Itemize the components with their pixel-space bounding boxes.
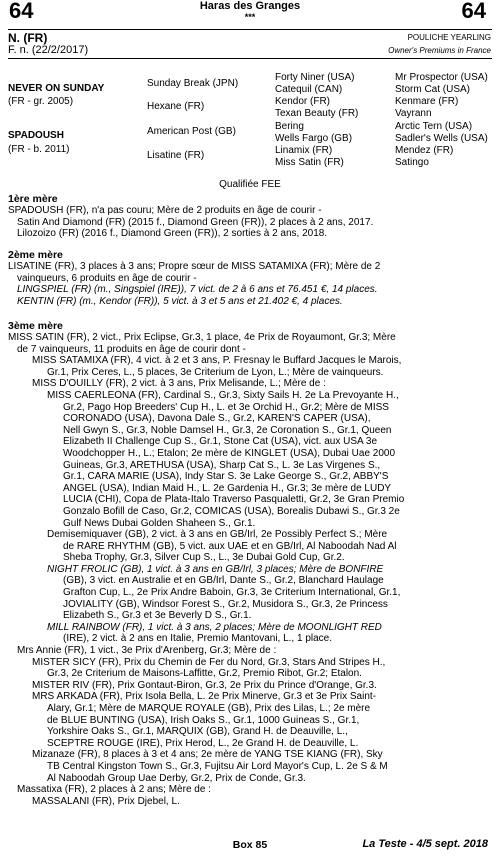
header-rule-bottom: [8, 58, 492, 59]
text-line: LISATINE (FR), 3 places à 3 ans; Propre sœur de MISS SATAMIXA (FR); Mère de 2: [8, 261, 381, 272]
text-line: NIGHT FROLIC (GB), 1 vict. à 3 ans en GB/Irl, 3 places; Mère de BONFIRE: [47, 563, 384, 575]
text-line: JOVIALITY (GB), Windsor Forest S., Gr.2, Musidora S., Gr.3, 2e Princess: [63, 598, 388, 610]
lot-number-right: 64: [461, 0, 486, 23]
pedigree-gen3-1: Forty Niner (USA): [275, 72, 355, 83]
pedigree-gen4-2: Storm Cat (USA): [395, 84, 471, 95]
text-line: SPADOUSH (FR), n'a pas couru; Mère de 2 produits en âge de courir -: [8, 205, 322, 216]
pedigree-gen3-5: Bering: [275, 121, 304, 132]
text-line: MILL RAINBOW (FR), 1 vict. à 3 ans, 2 places; Mère de MOONLIGHT RED: [47, 621, 382, 633]
text-line: Al Naboodah Group Uae Derby, Gr.2, Prix de Conde, Gr.3.: [47, 772, 306, 784]
text-line: MISS D'OUILLY (FR), 2 vict. à 3 ans, Prix Melisande, L.; Mère de :: [32, 378, 326, 390]
text-line: ANGEL (USA), Indian Maid H., L. 2e Gardenia H., Gr.3; 3e mère de LUDY: [63, 482, 392, 494]
second-dam-text: [8, 261, 492, 307]
text-line: Guineas, Gr.3, ARETHUSA (USA), Sharp Cat S., L. 3e Las Virgenes S.,: [63, 459, 381, 471]
text-line: Woodchopper H., L.; Etalon; 2e mère de KINGLET (USA), Dubai Uae 2000: [63, 447, 396, 459]
pedigree-gen2-3: American Post (GB): [147, 126, 236, 137]
pedigree-gen4-5: Arctic Tern (USA): [395, 121, 473, 132]
dam-name: SPADOUSH: [8, 130, 64, 141]
third-dam-text: [8, 332, 492, 807]
pedigree-gen3-8: Miss Satin (FR): [275, 157, 344, 168]
horse-category: POULICHE YEARLING: [407, 33, 491, 42]
text-line: Massatixa (FR), 2 places à 2 ans; Mère de :: [17, 784, 211, 796]
text-line: Elizabeth II Challenge Cup S., Gr.1, Stone Cat (USA), vict. aux USA 3e: [63, 436, 378, 448]
text-line: MISTER RIV (FR), Prix Gontaut-Biron, Gr.3, 2e Prix du Prince d'Orange, Gr.3.: [32, 679, 377, 691]
third-dam-heading: 3ème mère: [8, 320, 63, 332]
pedigree-gen4-4: Vayrann: [395, 108, 432, 119]
pedigree-gen3-4: Texan Beauty (FR): [275, 108, 359, 119]
text-line: Yorkshire Oaks S., Gr.1, MARQUIX (GB), Grand H. de Deauville, L.,: [47, 726, 348, 738]
text-line: LINGSPIEL (FR) (m., Singspiel (IRE)), 7 vict. de 2 à 6 ans et 76.451 €, 14 places.: [17, 284, 378, 296]
text-line: Gr.3, 2e Criterium de Maisons-Laffitte, Gr.2, Premio Ribot, Gr.2; Etalon.: [47, 668, 362, 680]
first-dam-heading: 1ère mère: [8, 193, 58, 205]
text-line: Sheba Trophy, Gr.3, Silver Cup S., L., 3e Dubai Gold Cup, Gr.2.: [63, 552, 345, 564]
text-line: Satin And Diamond (FR) (2015 f., Diamond Green (FR)), 2 places à 2 ans, 2017.: [17, 216, 374, 228]
text-line: MASSALANI (FR), Prix Djebel, L.: [32, 795, 180, 807]
pedigree-gen2-2: Hexane (FR): [147, 101, 205, 112]
text-line: SCEPTRE ROUGE (IRE), Prix Herod, L., 2e Grand H. de Deauville, L.: [47, 737, 359, 749]
text-line: Demisemiquaver (GB), 2 vict. à 3 ans en GB/Irl, 2e Possibly Perfect S.; Mère: [47, 529, 388, 541]
qualification-note: Qualifiée FEE: [219, 179, 281, 190]
lot-number-left: 64: [9, 0, 34, 23]
text-line: Grafton Cup, L., 2e Prix Andre Baboin, Gr.3, 3e Criterium International, Gr.1,: [63, 587, 401, 599]
consignor-title: Haras des Granges: [199, 0, 301, 12]
pedigree-gen2-1: Sunday Break (JPN): [147, 78, 239, 89]
sire-name: NEVER ON SUNDAY: [8, 83, 105, 94]
second-dam-heading: 2ème mère: [8, 249, 63, 261]
pedigree-gen4-7: Mendez (FR): [395, 145, 454, 156]
dam-info: (FR - b. 2011): [8, 144, 70, 155]
pedigree-gen2-4: Lisatine (FR): [147, 150, 205, 161]
first-dam-text: [8, 205, 492, 240]
text-line: Elizabeth S., Gr.3 et 3e Beverly D S., Gr.1.: [63, 610, 252, 622]
text-line: Gr.1, Prix Ceres, L., 5 places, 3e Criterium de Lyon, L.; Mère de vainqueurs.: [47, 366, 384, 378]
text-line: Gr.1, CARA MARIE (USA), Indy Star S. 3e Lake George S., Gr.2, ABBY'S: [63, 471, 389, 483]
pedigree-gen3-3: Kendor (FR): [275, 96, 331, 107]
text-line: Nell Gwyn S., Gr.3, Noble Damsel H., Gr.3, 2e Coronation S., Gr.1, Queen: [63, 424, 392, 436]
text-line: Alary, Gr.1; Mère de MARQUE ROYALE (GB), Prix des Lilas, L.; 2e mère: [47, 703, 371, 714]
text-line: de BLUE BUNTING (USA), Irish Oaks S., Gr.1, 1000 Guineas S., Gr.1,: [47, 714, 360, 726]
text-line: Gonzalo Bofill de Caso, Gr.2, COMICAS (USA), Borealis Dubawi S., Gr.3 2e: [63, 505, 400, 517]
consignor-stars: ***: [244, 12, 256, 22]
text-line: KENTIN (FR) (m., Kendor (FR)), 5 vict. à 3 et 5 ans et 21.402 €, 4 places.: [17, 295, 343, 307]
text-line: (GB), 3 vict. en Australie et en GB/Irl, Dante S., Gr.2, Blanchard Haulage: [63, 575, 384, 587]
horse-name: N. (FR): [8, 31, 48, 45]
owner-premiums: Owner's Premiums in France: [388, 46, 491, 55]
text-line: CORONADO (USA), Davona Dale S., Gr.2, KAREN'S CAPER (USA),: [63, 413, 371, 425]
text-line: Lilozoizo (FR) (2016 f., Diamond Green (FR)), 2 sorties à 2 ans, 2018.: [17, 228, 328, 240]
pedigree-gen4-3: Kenmare (FR): [395, 96, 459, 107]
text-line: MISS SATIN (FR), 2 vict., Prix Eclipse, Gr.3, 1 place, 4e Prix de Royaumont, Gr.3; Mère: [8, 332, 396, 343]
box-number: Box 85: [232, 839, 268, 851]
text-line: de RARE RHYTHM (GB), 5 vict. aux UAE et en GB/Irl, Al Naboodah Nad Al: [63, 540, 397, 552]
text-line: (IRE), 2 vict. à 2 ans en Italie, Premio Mantovani, L., 1 place.: [63, 633, 333, 645]
text-line: MISS CAERLEONA (FR), Cardinal S., Gr.3, Sixty Sails H. 2e La Prevoyante H.,: [47, 389, 399, 401]
text-line: MRS ARKADA (FR), Prix Isola Bella, L. 2e Prix Minerve, Gr.3 et 3e Prix Saint-: [32, 691, 376, 703]
text-line: Gulf News Dubai Golden Shaheen S., Gr.1.: [63, 517, 256, 529]
pedigree-gen3-2: Catequil (CAN): [275, 84, 343, 95]
text-line: LUCIA (CHI), Copa de Plata-Italo Traverso Pasqualetti, Gr.2, 3e Gran Premio: [63, 494, 405, 506]
pedigree-gen4-8: Satingo: [395, 157, 429, 168]
text-line: MISTER SICY (FR), Prix du Chemin de Fer du Nord, Gr.3, Stars And Stripes H.,: [32, 656, 386, 668]
pedigree-gen3-7: Linamix (FR): [275, 145, 333, 156]
text-line: de 7 vainqueurs, 11 produits en âge de courir dont -: [17, 343, 246, 355]
text-line: Gr.2, Pago Hop Breeders' Cup H., L. et 3e Orchid H., Gr.2; Mère de MISS: [63, 401, 389, 413]
birth-info: F. n. (22/2/2017): [8, 44, 89, 56]
pedigree-gen4-1: Mr Prospector (USA): [395, 72, 488, 83]
pedigree-gen3-6: Wells Fargo (GB): [275, 133, 353, 144]
sale-location-date: La Teste - 4/5 sept. 2018: [362, 838, 488, 850]
text-line: vainqueurs, 6 produits en âge de courir -: [17, 272, 197, 284]
pedigree-gen4-6: Sadler's Wells (USA): [395, 133, 488, 144]
text-line: Mizanaze (FR), 8 places à 3 et 4 ans; 2e mère de YANG TSE KIANG (FR), Sky: [32, 749, 383, 761]
text-line: Mrs Annie (FR), 1 vict., 3e Prix d'Arenberg, Gr.3; Mère de :: [17, 645, 277, 657]
header-rule-top: [8, 29, 492, 30]
text-line: MISS SATAMIXA (FR), 4 vict. à 2 et 3 ans, P. Fresnay le Buffard Jacques le Marois,: [32, 355, 402, 367]
text-line: TB Central Kingston Town S., Gr.3, Fujitsu Air Lord Mayor's Cup, L. 2e S & M: [47, 760, 388, 772]
sire-info: (FR - gr. 2005): [8, 96, 74, 107]
